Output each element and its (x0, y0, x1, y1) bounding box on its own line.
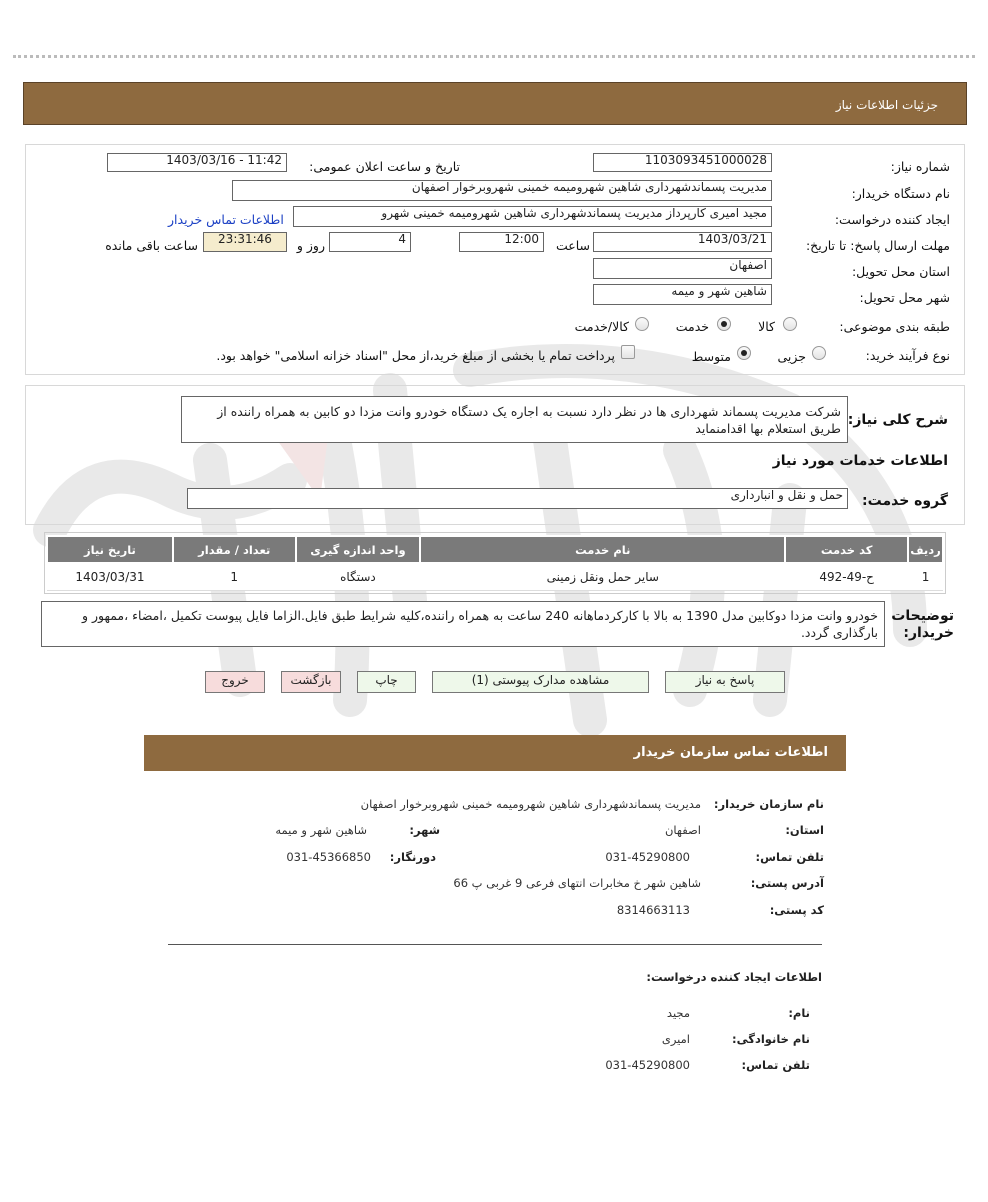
process-medium-radio[interactable] (737, 346, 751, 360)
contact-fax-label: دورنگار: (389, 850, 436, 864)
process-label: نوع فرآیند خرید: (865, 348, 950, 363)
buyer-notes-field: خودرو وانت مزدا دوکابین مدل 1390 به بالا با کارکردماهانه 240 ساعت به همراه راننده،کلیه شرایط طبق فایل.الزاما فایل پیوست تکمیل ،امضاء ،ممهور و بارگذاری گردد. (41, 601, 885, 647)
page-header (23, 82, 967, 125)
category-goods-text: کالا (758, 319, 775, 334)
contact-address-label: آدرس پستی: (750, 876, 824, 890)
description-label: شرح کلی نیاز: (847, 412, 948, 428)
creator-field[interactable]: مجید امیری کارپرداز مدیریت پسماندشهرداری شاهین شهرومیمه خمینی شهرو (293, 206, 772, 227)
contact-province-label: استان: (785, 823, 824, 837)
announce-date-field[interactable]: 1403/03/16 - 11:42 (107, 153, 287, 172)
creator-phone-label: تلفن تماس: (741, 1058, 810, 1072)
contact-phone-label: تلفن تماس: (755, 850, 824, 864)
cell-row-number: 1 (908, 563, 943, 590)
attachments-button[interactable]: مشاهده مدارک پیوستی (1) (432, 671, 649, 693)
contact-province-value: اصفهان (664, 823, 701, 837)
creator-phone-value: 031-45290800 (605, 1058, 690, 1072)
cell-service-code: ح-49-492 (785, 563, 908, 590)
category-label: طبقه بندی موضوعی: (839, 319, 950, 334)
table-header-row (47, 536, 943, 563)
buyer-notes-label: توضیحات خریدار: (891, 608, 954, 641)
col-unit: واحد اندازه گیری (296, 536, 421, 563)
remaining-label: ساعت باقی مانده (105, 238, 198, 253)
deadline-label: مهلت ارسال پاسخ: تا تاریخ: (805, 238, 950, 253)
deadline-time-field[interactable]: 12:00 (459, 232, 544, 252)
contact-city-label: شهر: (409, 823, 440, 837)
description-field: شرکت مدیریت پسماند شهرداری ها در نظر دارد نسبت به اجاره یک دستگاه خودرو وانت مزدا دو کابین به همراه راننده از طریق استعلام بها اقدامنماید (181, 396, 848, 443)
contact-phone-value: 031-45290800 (605, 850, 690, 864)
process-medium-text: متوسط (691, 349, 731, 364)
category-service-radio[interactable] (717, 317, 731, 331)
buyer-label: نام دستگاه خریدار: (851, 186, 950, 201)
creator-info-title: اطلاعات ایجاد کننده درخواست: (646, 970, 822, 984)
contact-section-title: اطلاعات تماس سازمان خریدار (633, 745, 828, 760)
col-service-name: نام خدمت (420, 536, 785, 563)
service-group-label: گروه خدمت: (862, 493, 948, 509)
creator-last-name-label: نام خانوادگی: (732, 1032, 810, 1046)
process-partial-text: جزیی (777, 349, 806, 364)
contact-section-header (144, 735, 846, 771)
buyer-field[interactable]: مدیریت پسماندشهرداری شاهین شهرومیمه خمینی شهروبرخوار اصفهان (232, 180, 772, 201)
col-quantity: تعداد / مقدار (173, 536, 296, 563)
cell-need-date: 1403/03/31 (47, 563, 173, 590)
items-table (46, 535, 944, 591)
buyer-contact-link[interactable]: اطلاعات تماس خریدار (168, 212, 284, 227)
days-label: روز و (296, 238, 325, 253)
details-panel (25, 144, 965, 375)
category-goods-service-radio[interactable] (635, 317, 649, 331)
cell-quantity: 1 (173, 563, 296, 590)
org-name-label: نام سازمان خریدار: (713, 797, 824, 811)
contact-postal-value: 8314663113 (616, 903, 690, 917)
org-name-value: مدیریت پسماندشهرداری شاهین شهرومیمه خمینی شهروبرخوار اصفهان (360, 797, 701, 811)
col-service-code: کد خدمت (785, 536, 908, 563)
treasury-bonds-checkbox[interactable] (621, 345, 635, 359)
city-field[interactable]: شاهین شهر و میمه (593, 284, 772, 305)
back-button[interactable]: بازگشت (281, 671, 341, 693)
process-partial-radio[interactable] (812, 346, 826, 360)
announce-date-label: تاریخ و ساعت اعلان عمومی: (309, 159, 460, 174)
province-field[interactable]: اصفهان (593, 258, 772, 279)
creator-first-name-label: نام: (788, 1006, 810, 1020)
city-label: شهر محل تحویل: (859, 290, 950, 305)
payment-note: پرداخت تمام یا بخشی از مبلغ خرید،از محل "اسناد خزانه اسلامی" خواهد بود. (216, 348, 615, 363)
cell-unit: دستگاه (296, 563, 421, 590)
contact-postal-label: کد پستی: (769, 903, 824, 917)
page-title: جزئیات اطلاعات نیاز (835, 98, 938, 112)
deadline-date-field[interactable]: 1403/03/21 (593, 232, 772, 252)
top-dotted-divider (13, 55, 975, 58)
cell-service-name: سایر حمل ونقل زمینی (420, 563, 785, 590)
reply-button[interactable]: پاسخ به نیاز (665, 671, 785, 693)
contact-address-value: شاهین شهر خ مخابرات انتهای فرعی 9 غربی پ 66 (453, 876, 701, 890)
category-service-text: خدمت (675, 319, 709, 334)
deadline-time-label: ساعت (555, 238, 590, 253)
contact-fax-value: 031-45366850 (286, 850, 371, 864)
table-row (47, 563, 943, 590)
contact-divider (168, 944, 822, 945)
category-goods-radio[interactable] (783, 317, 797, 331)
category-goods-service-text: کالا/خدمت (574, 319, 629, 334)
need-number-label: شماره نیاز: (890, 159, 950, 174)
creator-first-name-value: مجید (666, 1006, 690, 1020)
print-button[interactable]: چاپ (357, 671, 416, 693)
province-label: استان محل تحویل: (851, 264, 950, 279)
days-field[interactable]: 4 (329, 232, 411, 252)
col-need-date: تاریخ نیاز (47, 536, 173, 563)
exit-button[interactable]: خروج (205, 671, 265, 693)
contact-city-value: شاهین شهر و میمه (275, 823, 367, 837)
creator-label: ایجاد کننده درخواست: (834, 212, 950, 227)
service-group-field: حمل و نقل و انبارداری (187, 488, 848, 509)
col-row-number: ردیف (908, 536, 943, 563)
remaining-time-field: 23:31:46 (203, 232, 287, 252)
services-title: اطلاعات خدمات مورد نیاز (772, 453, 948, 469)
creator-last-name-value: امیری (661, 1032, 690, 1046)
need-number-field[interactable]: 1103093451000028 (593, 153, 772, 172)
